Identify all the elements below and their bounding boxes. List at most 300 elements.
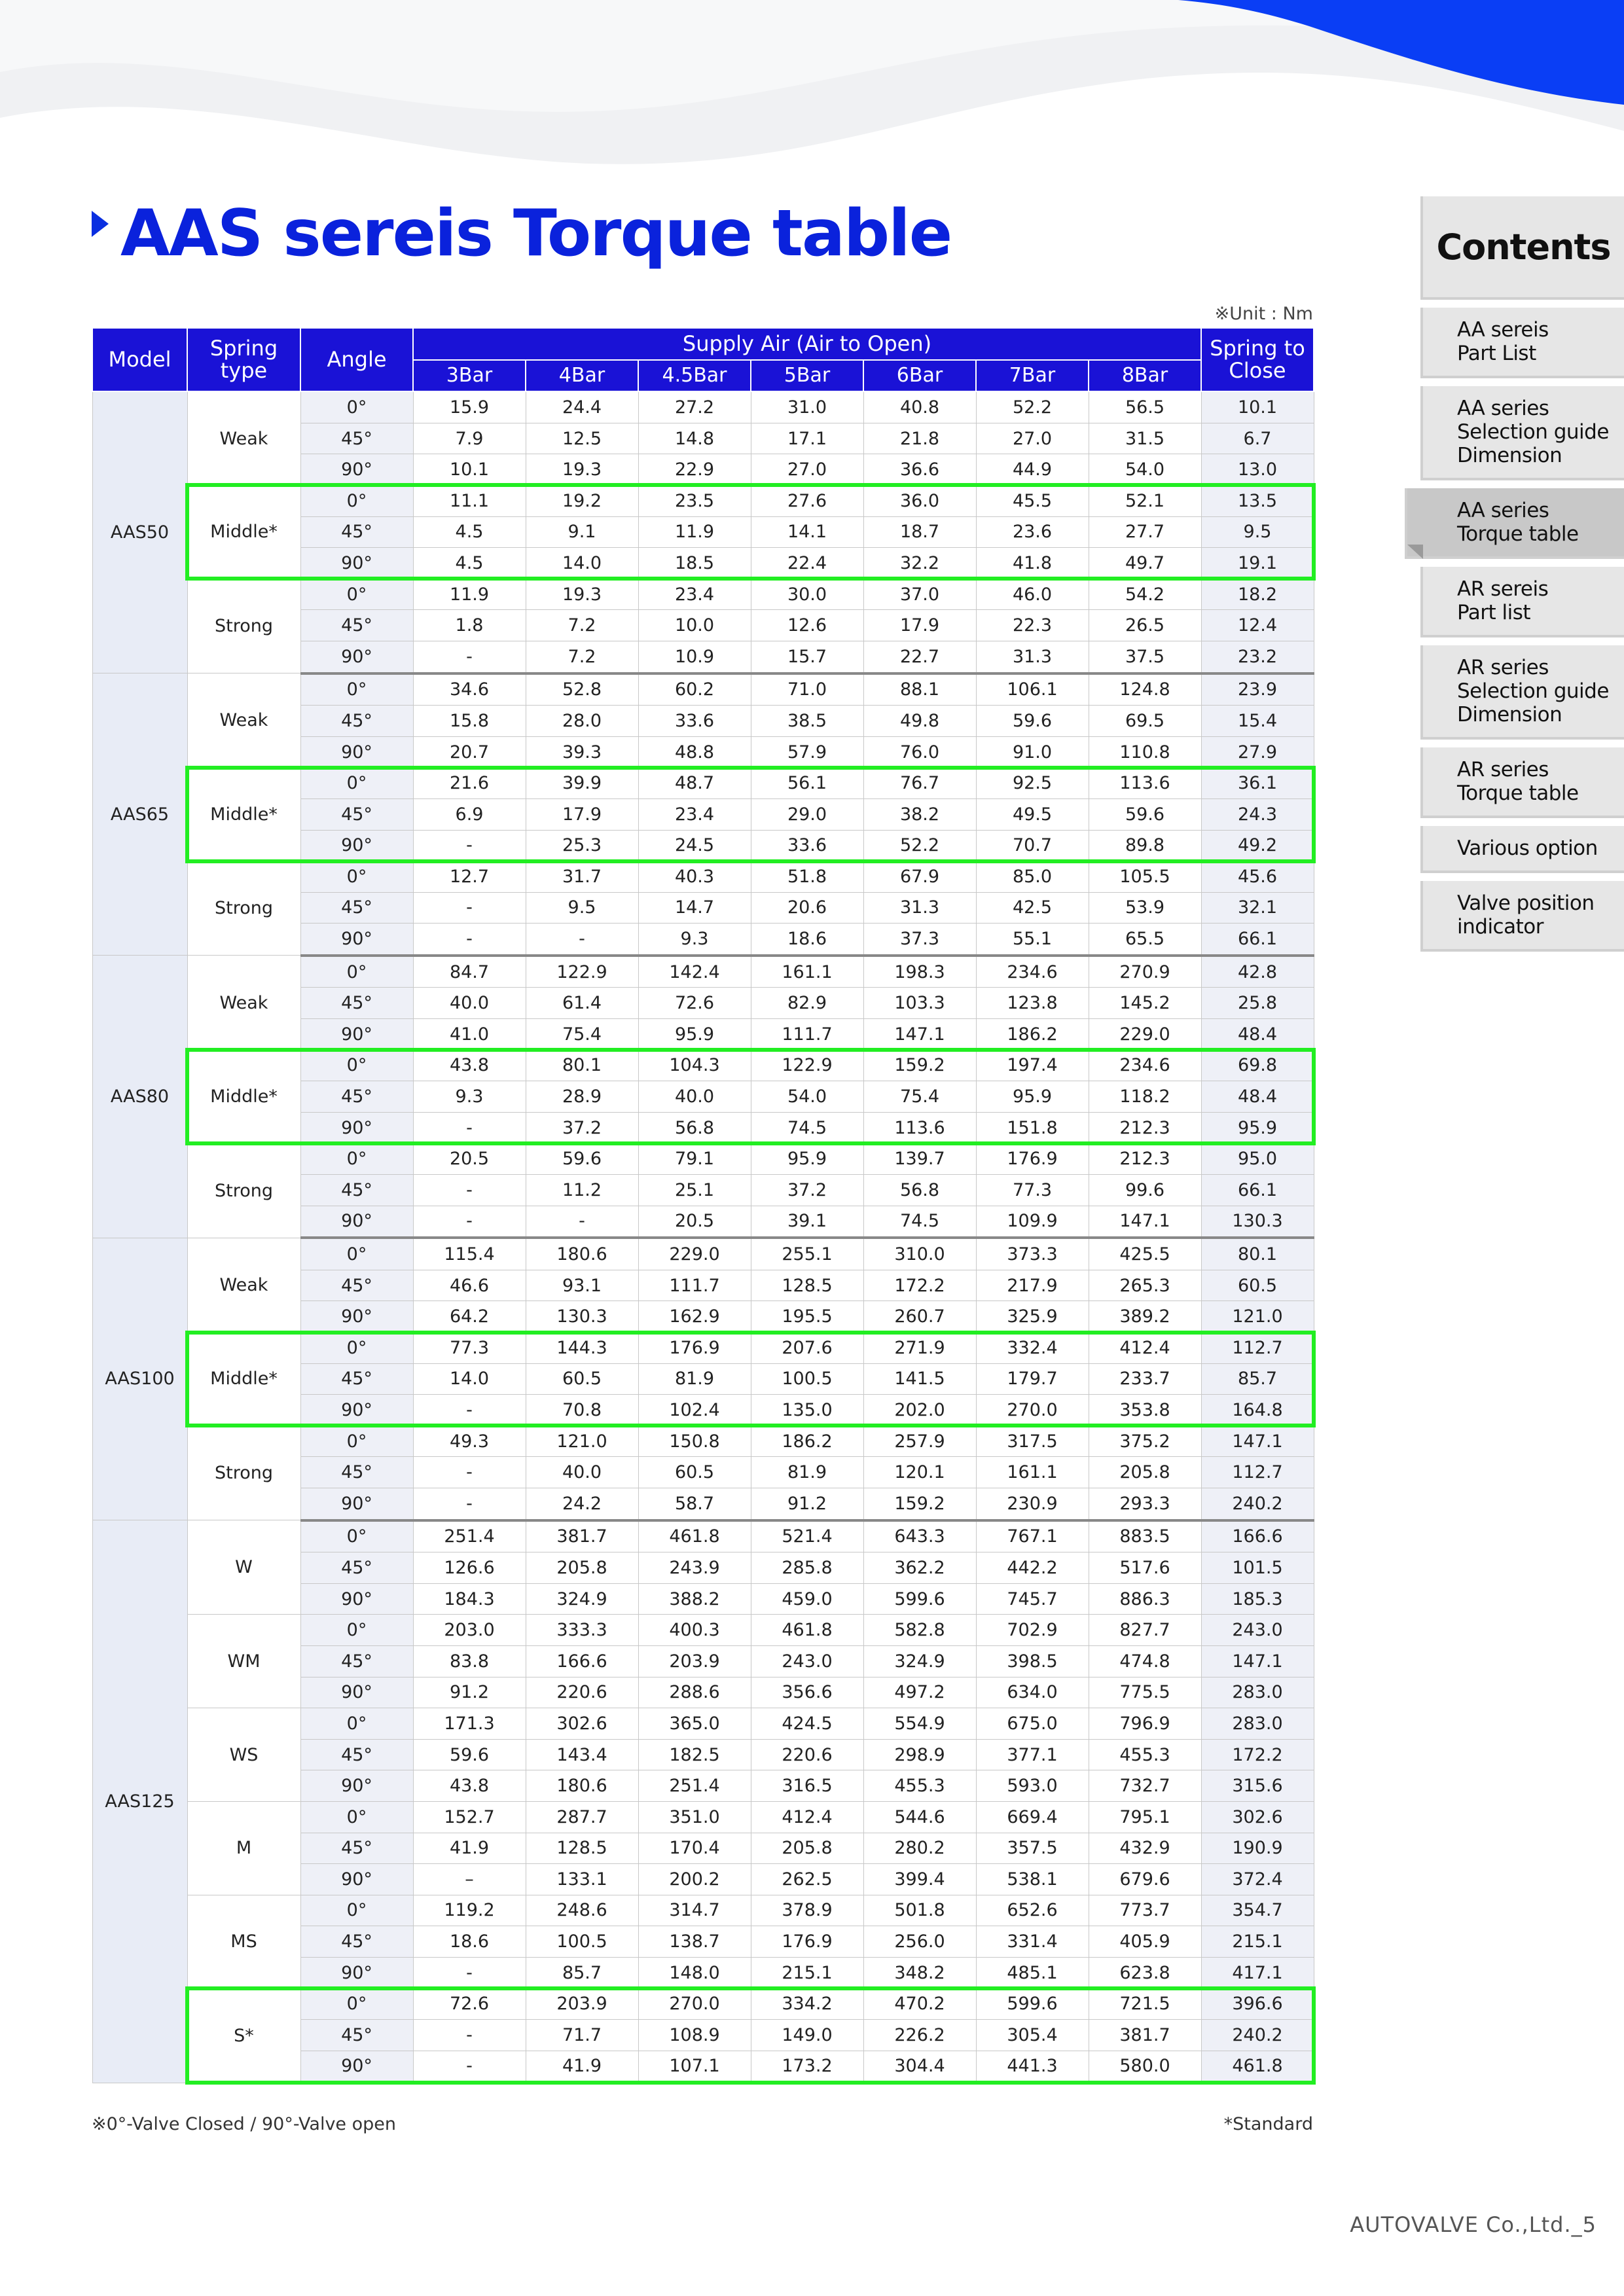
torque-value-cell: 53.9: [1089, 892, 1201, 924]
torque-value-cell: 107.1: [638, 2051, 751, 2083]
torque-value-cell: 412.4: [1089, 1333, 1201, 1364]
spring-close-cell: 60.5: [1201, 1270, 1314, 1301]
spring-close-cell: 315.6: [1201, 1770, 1314, 1802]
torque-value-cell: 180.6: [526, 1770, 638, 1802]
torque-value-cell: 57.9: [751, 736, 863, 768]
torque-value-cell: 48.8: [638, 736, 751, 768]
torque-value-cell: 147.1: [1089, 1206, 1201, 1238]
table-row: [92, 1895, 1314, 1926]
torque-value-cell: 14.0: [526, 548, 638, 579]
torque-value-cell: 324.9: [863, 1645, 976, 1677]
torque-value-cell: 288.6: [638, 1677, 751, 1708]
torque-value-cell: 767.1: [976, 1520, 1089, 1552]
spring-close-cell: 66.1: [1201, 924, 1314, 956]
torque-value-cell: 316.5: [751, 1770, 863, 1802]
spring-close-cell: 240.2: [1201, 2020, 1314, 2051]
torque-value-cell: 126.6: [413, 1552, 526, 1584]
torque-value-cell: 230.9: [976, 1488, 1089, 1520]
torque-value-cell: 108.9: [638, 2020, 751, 2051]
spring-close-cell: 240.2: [1201, 1488, 1314, 1520]
torque-value-cell: 634.0: [976, 1677, 1089, 1708]
torque-value-cell: 9.3: [413, 1081, 526, 1113]
torque-value-cell: 92.5: [976, 768, 1089, 799]
spring-close-cell: 283.0: [1201, 1677, 1314, 1708]
torque-value-cell: 33.6: [638, 706, 751, 737]
torque-value-cell: 331.4: [976, 1926, 1089, 1958]
angle-cell: 90°: [300, 1112, 413, 1143]
torque-value-cell: 251.4: [413, 1520, 526, 1552]
torque-value-cell: 54.0: [1089, 454, 1201, 486]
torque-value-cell: 207.6: [751, 1333, 863, 1364]
torque-value-cell: 26.5: [1089, 610, 1201, 641]
torque-value-cell: 215.1: [751, 1957, 863, 1988]
torque-value-cell: 212.3: [1089, 1112, 1201, 1143]
spring-close-cell: 23.2: [1201, 641, 1314, 673]
torque-value-cell: 15.9: [413, 391, 526, 423]
angle-cell: 90°: [300, 1488, 413, 1520]
torque-value-cell: 149.0: [751, 2020, 863, 2051]
spring-close-cell: 24.3: [1201, 798, 1314, 830]
torque-value-cell: 122.9: [526, 956, 638, 988]
sidebar-item[interactable]: AA series Torque table: [1405, 488, 1624, 559]
spring-close-cell: 243.0: [1201, 1615, 1314, 1646]
torque-value-cell: 119.2: [413, 1895, 526, 1926]
torque-value-cell: -: [413, 1488, 526, 1520]
torque-value-cell: 20.5: [413, 1143, 526, 1175]
sidebar-item[interactable]: Various option: [1420, 826, 1624, 873]
torque-value-cell: 501.8: [863, 1895, 976, 1926]
torque-value-cell: 229.0: [1089, 1019, 1201, 1050]
torque-value-cell: 145.2: [1089, 988, 1201, 1019]
torque-value-cell: 485.1: [976, 1957, 1089, 1988]
torque-value-cell: 128.5: [526, 1833, 638, 1864]
torque-value-cell: -: [413, 1206, 526, 1238]
torque-value-cell: 70.8: [526, 1395, 638, 1426]
torque-value-cell: 356.6: [751, 1677, 863, 1708]
torque-value-cell: 43.8: [413, 1050, 526, 1081]
angle-cell: 0°: [300, 1895, 413, 1926]
torque-value-cell: 325.9: [976, 1301, 1089, 1333]
torque-value-cell: 31.3: [863, 892, 976, 924]
spring-close-cell: 85.7: [1201, 1363, 1314, 1395]
torque-value-cell: 104.3: [638, 1050, 751, 1081]
footnote-valve-angles: ※0°-Valve Closed / 90°-Valve open: [92, 2114, 396, 2134]
table-row: [92, 1520, 1314, 1552]
torque-value-cell: 400.3: [638, 1615, 751, 1646]
torque-value-cell: 19.3: [526, 579, 638, 610]
torque-value-cell: 15.7: [751, 641, 863, 673]
spring-close-cell: 283.0: [1201, 1708, 1314, 1740]
torque-value-cell: 317.5: [976, 1426, 1089, 1457]
spring-type-cell: WM: [187, 1615, 300, 1708]
table-row: [92, 1708, 1314, 1740]
torque-value-cell: 198.3: [863, 956, 976, 988]
torque-value-cell: 773.7: [1089, 1895, 1201, 1926]
torque-value-cell: -: [413, 1395, 526, 1426]
torque-value-cell: 49.3: [413, 1426, 526, 1457]
torque-value-cell: 81.9: [751, 1457, 863, 1488]
torque-value-cell: 138.7: [638, 1926, 751, 1958]
torque-value-cell: 152.7: [413, 1801, 526, 1833]
torque-value-cell: 171.3: [413, 1708, 526, 1740]
torque-value-cell: 95.9: [976, 1081, 1089, 1113]
torque-value-cell: 59.6: [1089, 798, 1201, 830]
torque-value-cell: 229.0: [638, 1238, 751, 1270]
spring-type-cell: Middle*: [187, 485, 300, 579]
torque-value-cell: 4.5: [413, 516, 526, 548]
angle-cell: 90°: [300, 641, 413, 673]
torque-value-cell: 41.9: [526, 2051, 638, 2083]
torque-value-cell: 173.2: [751, 2051, 863, 2083]
torque-value-cell: 142.4: [638, 956, 751, 988]
torque-value-cell: 59.6: [976, 706, 1089, 737]
torque-value-cell: 186.2: [976, 1019, 1089, 1050]
torque-value-cell: 58.7: [638, 1488, 751, 1520]
table-row: [92, 1426, 1314, 1457]
torque-value-cell: 91.2: [413, 1677, 526, 1708]
table-row: [92, 768, 1314, 799]
torque-value-cell: 271.9: [863, 1333, 976, 1364]
torque-value-cell: 180.6: [526, 1238, 638, 1270]
angle-cell: 0°: [300, 1988, 413, 2020]
torque-value-cell: 24.4: [526, 391, 638, 423]
torque-value-cell: 46.0: [976, 579, 1089, 610]
torque-value-cell: 22.9: [638, 454, 751, 486]
torque-value-cell: 304.4: [863, 2051, 976, 2083]
torque-value-cell: 144.3: [526, 1333, 638, 1364]
sidebar-item[interactable]: AR series Selection guide Dimension: [1420, 645, 1624, 740]
torque-value-cell: 19.2: [526, 485, 638, 516]
angle-cell: 0°: [300, 485, 413, 516]
angle-cell: 45°: [300, 2020, 413, 2051]
angle-cell: 0°: [300, 1333, 413, 1364]
torque-value-cell: 442.2: [976, 1552, 1089, 1584]
torque-value-cell: 351.0: [638, 1801, 751, 1833]
torque-value-cell: 81.9: [638, 1363, 751, 1395]
torque-value-cell: 220.6: [751, 1739, 863, 1770]
spring-close-cell: 95.9: [1201, 1112, 1314, 1143]
torque-value-cell: 305.4: [976, 2020, 1089, 2051]
header-angle: Angle: [300, 328, 413, 391]
torque-value-cell: 381.7: [1089, 2020, 1201, 2051]
torque-value-cell: 59.6: [526, 1143, 638, 1175]
torque-value-cell: 388.2: [638, 1583, 751, 1615]
angle-cell: 45°: [300, 1926, 413, 1958]
angle-cell: 90°: [300, 1677, 413, 1708]
torque-value-cell: 353.8: [1089, 1395, 1201, 1426]
torque-value-cell: 217.9: [976, 1270, 1089, 1301]
torque-value-cell: 593.0: [976, 1770, 1089, 1802]
torque-value-cell: 461.8: [751, 1615, 863, 1646]
torque-value-cell: 49.5: [976, 798, 1089, 830]
torque-value-cell: 203.9: [638, 1645, 751, 1677]
torque-value-cell: 886.3: [1089, 1583, 1201, 1615]
spring-type-cell: M: [187, 1801, 300, 1895]
angle-cell: 45°: [300, 516, 413, 548]
torque-value-cell: 43.8: [413, 1770, 526, 1802]
model-cell: AAS65: [92, 673, 187, 956]
torque-value-cell: -: [413, 2020, 526, 2051]
torque-value-cell: 14.0: [413, 1363, 526, 1395]
spring-close-cell: 112.7: [1201, 1457, 1314, 1488]
torque-value-cell: 255.1: [751, 1238, 863, 1270]
spring-type-cell: Weak: [187, 673, 300, 768]
torque-value-cell: 52.2: [863, 830, 976, 861]
torque-value-cell: 332.4: [976, 1333, 1089, 1364]
angle-cell: 90°: [300, 830, 413, 861]
torque-value-cell: -: [413, 1457, 526, 1488]
sidebar-item[interactable]: AR series Torque table: [1420, 747, 1624, 818]
torque-value-cell: 226.2: [863, 2020, 976, 2051]
torque-value-cell: 375.2: [1089, 1426, 1201, 1457]
header-spring-to-close: Spring to Close: [1201, 328, 1314, 391]
torque-value-cell: 203.9: [526, 1988, 638, 2020]
torque-value-cell: 176.9: [976, 1143, 1089, 1175]
angle-cell: 0°: [300, 1520, 413, 1552]
angle-cell: 90°: [300, 1864, 413, 1895]
spring-close-cell: 13.5: [1201, 485, 1314, 516]
torque-value-cell: 432.9: [1089, 1833, 1201, 1864]
torque-value-cell: 796.9: [1089, 1708, 1201, 1740]
torque-value-cell: 18.6: [413, 1926, 526, 1958]
spring-close-cell: 461.8: [1201, 2051, 1314, 2083]
torque-value-cell: 135.0: [751, 1395, 863, 1426]
torque-value-cell: 82.9: [751, 988, 863, 1019]
table-row: [92, 1333, 1314, 1364]
torque-value-cell: 100.5: [526, 1926, 638, 1958]
torque-value-cell: 412.4: [751, 1801, 863, 1833]
torque-value-cell: 52.8: [526, 673, 638, 706]
torque-value-cell: 205.8: [526, 1552, 638, 1584]
torque-value-cell: 95.9: [751, 1143, 863, 1175]
spring-close-cell: 18.2: [1201, 579, 1314, 610]
torque-value-cell: 324.9: [526, 1583, 638, 1615]
angle-cell: 0°: [300, 768, 413, 799]
torque-value-cell: 10.9: [638, 641, 751, 673]
torque-value-cell: 10.1: [413, 454, 526, 486]
sidebar-item[interactable]: AA series Selection guide Dimension: [1420, 386, 1624, 480]
angle-cell: 90°: [300, 1395, 413, 1426]
torque-value-cell: 72.6: [413, 1988, 526, 2020]
torque-value-cell: 202.0: [863, 1395, 976, 1426]
torque-value-cell: 37.3: [863, 924, 976, 956]
torque-value-cell: 424.5: [751, 1708, 863, 1740]
torque-value-cell: 49.7: [1089, 548, 1201, 579]
torque-value-cell: 95.9: [638, 1019, 751, 1050]
torque-value-cell: 21.8: [863, 423, 976, 454]
torque-value-cell: 205.8: [1089, 1457, 1201, 1488]
torque-value-cell: 30.0: [751, 579, 863, 610]
spring-type-cell: MS: [187, 1895, 300, 1988]
angle-cell: 0°: [300, 1708, 413, 1740]
angle-cell: 90°: [300, 2051, 413, 2083]
torque-value-cell: 77.3: [976, 1175, 1089, 1206]
torque-value-cell: 14.8: [638, 423, 751, 454]
torque-value-cell: 11.9: [638, 516, 751, 548]
spring-close-cell: 13.0: [1201, 454, 1314, 486]
torque-value-cell: 298.9: [863, 1739, 976, 1770]
torque-value-cell: 161.1: [751, 956, 863, 988]
sidebar-items: [1420, 308, 1624, 952]
torque-value-cell: 184.3: [413, 1583, 526, 1615]
spring-close-cell: 190.9: [1201, 1833, 1314, 1864]
angle-cell: 0°: [300, 673, 413, 706]
torque-value-cell: 56.1: [751, 768, 863, 799]
model-cell: AAS50: [92, 391, 187, 673]
torque-value-cell: 60.5: [638, 1457, 751, 1488]
torque-value-cell: 91.0: [976, 736, 1089, 768]
torque-value-cell: 52.2: [976, 391, 1089, 423]
torque-value-cell: 23.5: [638, 485, 751, 516]
spring-close-cell: 121.0: [1201, 1301, 1314, 1333]
torque-value-cell: 31.7: [526, 861, 638, 893]
spring-close-cell: 42.8: [1201, 956, 1314, 988]
spring-type-cell: Middle*: [187, 768, 300, 861]
torque-value-cell: 186.2: [751, 1426, 863, 1457]
torque-value-cell: 24.2: [526, 1488, 638, 1520]
torque-value-cell: 11.1: [413, 485, 526, 516]
spring-close-cell: 130.3: [1201, 1206, 1314, 1238]
torque-value-cell: 40.3: [638, 861, 751, 893]
torque-value-cell: 31.0: [751, 391, 863, 423]
table-row: [92, 1238, 1314, 1270]
torque-value-cell: –: [413, 1864, 526, 1895]
torque-value-cell: 106.1: [976, 673, 1089, 706]
spring-type-cell: W: [187, 1520, 300, 1615]
torque-value-cell: 27.2: [638, 391, 751, 423]
torque-value-cell: 61.4: [526, 988, 638, 1019]
torque-value-cell: 27.7: [1089, 516, 1201, 548]
torque-value-cell: 34.6: [413, 673, 526, 706]
torque-value-cell: 42.5: [976, 892, 1089, 924]
header-pressure: 5Bar: [751, 360, 863, 392]
torque-value-cell: 176.9: [751, 1926, 863, 1958]
table-row: [92, 673, 1314, 706]
spring-type-cell: Weak: [187, 391, 300, 485]
torque-value-cell: 39.3: [526, 736, 638, 768]
torque-value-cell: 84.7: [413, 956, 526, 988]
spring-type-cell: Strong: [187, 861, 300, 956]
sidebar-heading: Contents: [1420, 196, 1624, 300]
model-cell: AAS100: [92, 1238, 187, 1520]
header-pressure: 8Bar: [1089, 360, 1201, 392]
torque-value-cell: 111.7: [638, 1270, 751, 1301]
torque-value-cell: 260.7: [863, 1301, 976, 1333]
torque-value-cell: 113.6: [1089, 768, 1201, 799]
torque-value-cell: 643.3: [863, 1520, 976, 1552]
torque-value-cell: 220.6: [526, 1677, 638, 1708]
spring-close-cell: 10.1: [1201, 391, 1314, 423]
torque-table: [92, 327, 1314, 2084]
torque-value-cell: 27.6: [751, 485, 863, 516]
torque-value-cell: 205.8: [751, 1833, 863, 1864]
spring-close-cell: 48.4: [1201, 1019, 1314, 1050]
angle-cell: 45°: [300, 892, 413, 924]
torque-value-cell: 251.4: [638, 1770, 751, 1802]
header-spring-type: Spring type: [187, 328, 300, 391]
torque-value-cell: 381.7: [526, 1520, 638, 1552]
torque-value-cell: 293.3: [1089, 1488, 1201, 1520]
torque-value-cell: 14.7: [638, 892, 751, 924]
torque-value-cell: 151.8: [976, 1112, 1089, 1143]
sidebar-item[interactable]: AA sereis Part List: [1420, 308, 1624, 378]
torque-value-cell: 702.9: [976, 1615, 1089, 1646]
torque-value-cell: 7.2: [526, 641, 638, 673]
torque-value-cell: 41.8: [976, 548, 1089, 579]
torque-value-cell: 56.5: [1089, 391, 1201, 423]
torque-value-cell: 121.0: [526, 1426, 638, 1457]
torque-value-cell: 33.6: [751, 830, 863, 861]
background-wave: [0, 0, 1624, 216]
model-cell: AAS125: [92, 1520, 187, 2083]
table-row: [92, 579, 1314, 610]
torque-value-cell: 314.7: [638, 1895, 751, 1926]
torque-value-cell: 262.5: [751, 1864, 863, 1895]
torque-value-cell: -: [526, 924, 638, 956]
sidebar-item[interactable]: AR sereis Part list: [1420, 567, 1624, 637]
sidebar-item[interactable]: Valve position indicator: [1420, 881, 1624, 952]
torque-value-cell: 83.8: [413, 1645, 526, 1677]
spring-type-cell: S*: [187, 1988, 300, 2083]
torque-value-cell: 64.2: [413, 1301, 526, 1333]
torque-value-cell: 56.8: [638, 1112, 751, 1143]
torque-value-cell: 270.9: [1089, 956, 1201, 988]
angle-cell: 90°: [300, 1583, 413, 1615]
torque-value-cell: 56.8: [863, 1175, 976, 1206]
spring-type-cell: Strong: [187, 579, 300, 673]
torque-value-cell: 139.7: [863, 1143, 976, 1175]
torque-value-cell: 123.8: [976, 988, 1089, 1019]
torque-value-cell: 69.5: [1089, 706, 1201, 737]
torque-value-cell: 118.2: [1089, 1081, 1201, 1113]
table-row: [92, 1615, 1314, 1646]
torque-value-cell: 44.9: [976, 454, 1089, 486]
torque-value-cell: 27.0: [976, 423, 1089, 454]
torque-value-cell: 59.6: [413, 1739, 526, 1770]
torque-value-cell: 669.4: [976, 1801, 1089, 1833]
torque-value-cell: 425.5: [1089, 1238, 1201, 1270]
angle-cell: 90°: [300, 548, 413, 579]
torque-value-cell: 398.5: [976, 1645, 1089, 1677]
torque-value-cell: 23.4: [638, 579, 751, 610]
torque-table-body: [92, 391, 1314, 2083]
spring-close-cell: 45.6: [1201, 861, 1314, 893]
torque-value-cell: 233.7: [1089, 1363, 1201, 1395]
torque-value-cell: 732.7: [1089, 1770, 1201, 1802]
torque-value-cell: 31.5: [1089, 423, 1201, 454]
torque-value-cell: 52.1: [1089, 485, 1201, 516]
torque-value-cell: 18.6: [751, 924, 863, 956]
torque-value-cell: 9.5: [526, 892, 638, 924]
torque-value-cell: 60.5: [526, 1363, 638, 1395]
torque-value-cell: 54.0: [751, 1081, 863, 1113]
torque-value-cell: 170.4: [638, 1833, 751, 1864]
torque-value-cell: 143.4: [526, 1739, 638, 1770]
spring-close-cell: 101.5: [1201, 1552, 1314, 1584]
torque-value-cell: 54.2: [1089, 579, 1201, 610]
contents-sidebar: [1420, 196, 1624, 952]
model-cell: AAS80: [92, 956, 187, 1238]
angle-cell: 0°: [300, 1050, 413, 1081]
torque-value-cell: 46.6: [413, 1270, 526, 1301]
torque-value-cell: 745.7: [976, 1583, 1089, 1615]
torque-value-cell: 7.2: [526, 610, 638, 641]
torque-value-cell: 287.7: [526, 1801, 638, 1833]
torque-value-cell: 200.2: [638, 1864, 751, 1895]
torque-value-cell: 6.9: [413, 798, 526, 830]
torque-value-cell: 455.3: [1089, 1739, 1201, 1770]
torque-value-cell: 128.5: [751, 1270, 863, 1301]
